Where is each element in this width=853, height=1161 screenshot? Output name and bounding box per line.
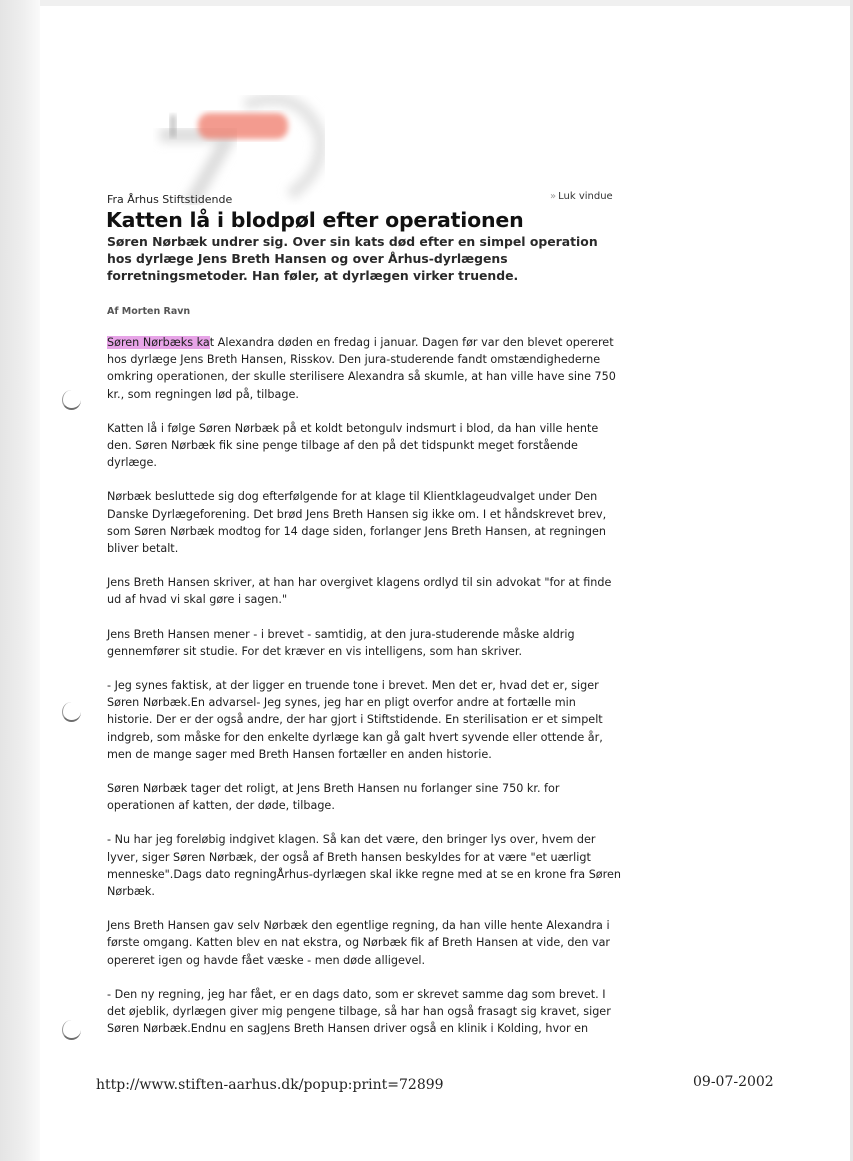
body-paragraph: Søren Nørbæk tager det roligt, at Jens Breth Hansen nu forlanger sine 750 kr. for operationen af katten, der døde, tilbage. — [107, 782, 560, 813]
article-headline: Katten lå i blodpøl efter operationen — [106, 208, 524, 232]
article-body — [107, 334, 622, 1055]
chevron-right-icon: » — [550, 191, 557, 202]
body-paragraph: Søren Nørbæks kat Alexandra døden en fredag i januar. Dagen før var den blevet opereret hos dyrlæge Jens Breth Hansen, Risskov. Den jura-studerende fandt omstændighederne omkring operationen, der skulle sterilisere Alexandra så skumle, at han ville have sine 750 kr., som regningen lød på, tilbage. — [107, 336, 616, 401]
article-byline: Af Morten Ravn — [107, 306, 191, 317]
article-lead: Søren Nørbæk undrer sig. Over sin kats død efter en simpel operation hos dyrlæge Jens Breth Hansen og over Århus-dyrlægens forretningsmetoder. Han føler, at dyrlægen virker truende. — [107, 234, 598, 283]
newspaper-logo-smudge — [150, 95, 325, 205]
body-paragraph: Katten lå i følge Søren Nørbæk på et koldt betongulv indsmurt i blod, da han ville hente den. Søren Nørbæk fik sine penge tilbage af den på det tidspunkt meget forstående dyrlæge. — [107, 421, 599, 470]
body-paragraph: Jens Breth Hansen gav selv Nørbæk den egentlige regning, da han ville hente Alexandra i første omgang. Katten blev en nat ekstra, og Nørbæk fik af Breth Hansen at vide, den var opereret igen og havde fået væske - men døde alligevel. — [107, 919, 611, 967]
body-paragraph: Jens Breth Hansen skriver, at han har overgivet klagens ordlyd til sin advokat "for at finde ud af hvad vi skal gøre i sagen." — [107, 576, 612, 607]
source-label: Fra Århus Stiftstidende — [107, 193, 233, 206]
body-paragraph: Jens Breth Hansen mener - i brevet - samtidig, at den jura-studerende måske aldrig gennemfører sit studie. For det kræver en vis intelligens, som han skriver. — [107, 627, 575, 658]
scan-left-edge — [0, 0, 40, 1161]
punch-hole — [62, 1020, 81, 1040]
highlighted-text: Søren Nørbæks ka — [107, 336, 210, 349]
body-paragraph: - Den ny regning, jeg har fået, er en dags dato, som er skrevet samme dag som brevet. I det øjeblik, dyrlægen giver mig pengene tilbage, så har han også frasagt sig kravet, siger Søren Nørbæk.Endnu en sagJens Breth Hansen driver også en klinik i Kolding, hvor en — [107, 987, 611, 1036]
close-window-link[interactable] — [550, 191, 613, 202]
scan-top-edge — [40, 0, 853, 6]
punch-hole — [62, 702, 81, 722]
close-window-label: Luk vindue — [558, 191, 613, 202]
body-paragraph: - Jeg synes faktisk, at der ligger en truende tone i brevet. Men det er, hvad det er, siger Søren Nørbæk.En advarsel- Jeg synes, jeg har en pligt overfor andre at fortælle min historie. Der er der også andre, der har gjort i Stiftstidende. En sterilisation er et simpelt indgreb, som måske for den enkelte dyrlæge kan gå galt hvert syvende eller ottende år, men de mange sager med Breth Hansen fortæller en anden historie. — [107, 679, 603, 761]
body-paragraph: Nørbæk besluttede sig dog efterfølgende for at klage til Klientklageudvalget under Den Danske Dyrlægeforening. Det brød Jens Breth Hansen sig ikke om. I et håndskrevet brev, som Søren Nørbæk modtog for 14 dage siden, forlanger Jens Breth Hansen, at regningen bliver betalt. — [107, 490, 607, 556]
body-paragraph: - Nu har jeg foreløbig indgivet klagen. Så kan det være, den bringer lys over, hvem der lyver, siger Søren Nørbæk, der også af Breth hansen beskyldes for at være "et uærligt menneske".Dags dato regningÅrhus-dyrlægen skal ikke regne med at se en krone fra Søren Nørbæk. — [107, 833, 621, 899]
footer-url: http://www.stiften-aarhus.dk/popup:print=72899 — [96, 1077, 444, 1093]
footer-date: 09-07-2002 — [693, 1074, 774, 1090]
punch-hole — [62, 390, 81, 410]
